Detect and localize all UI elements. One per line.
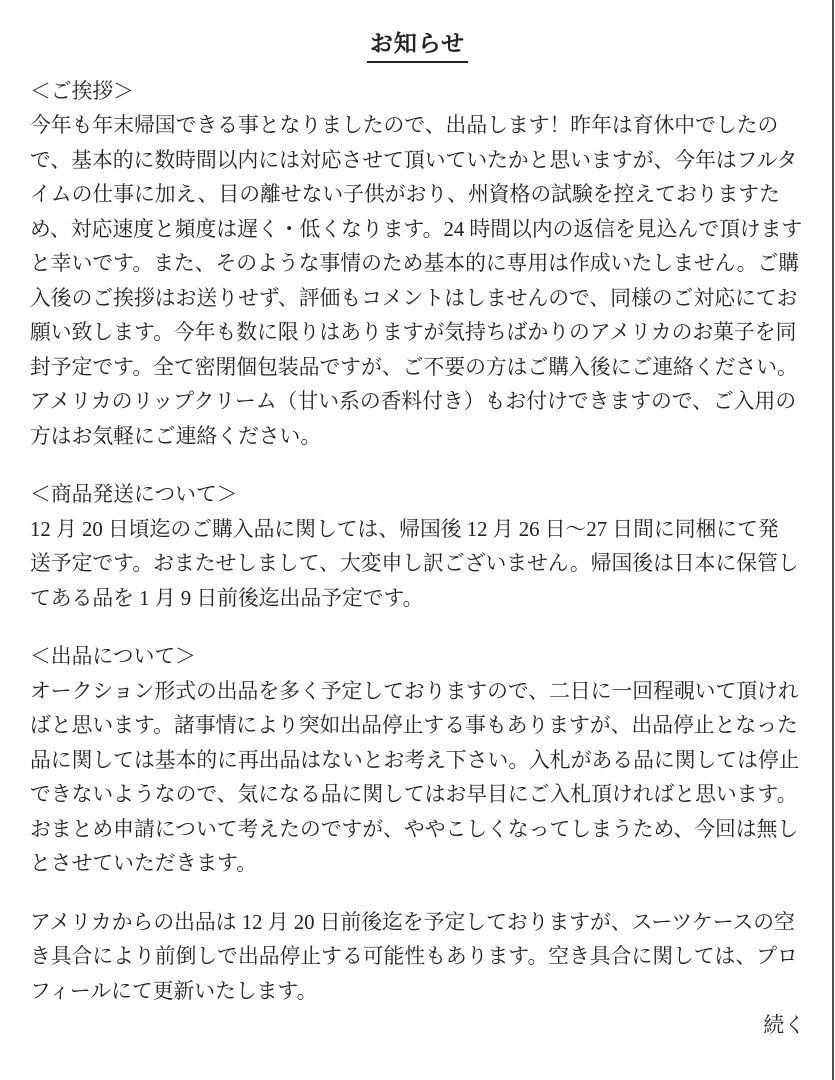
text-line: フィールにて更新いたします。 — [30, 979, 318, 1003]
text-line: 品に関しては基本的に再出品はないとお考え下さい。入札がある品に関しては停止 — [30, 748, 800, 772]
text-line: 方はお気軽にご連絡ください。 — [30, 424, 322, 448]
continued-label: 続く — [763, 1014, 805, 1038]
text-line: で、基本的に数時間以内には対応させて頂いていたかと思いますが、今年はフルタ — [30, 148, 798, 172]
section-shipping — [30, 478, 805, 616]
text-line: め、対応速度と頻度は遅く・低くなります。24 時間以内の返信を見込んで頂けます — [30, 217, 803, 241]
page-edge-line — [832, 0, 834, 1080]
text-line: 送予定です。おまたせしまして、大変申し訳ございません。帰国後は日本に保管し — [30, 552, 799, 576]
text-line: 封予定です。全て密閉個包装品ですが、ご不要の方はご購入後にご連絡ください。 — [30, 355, 798, 379]
text-line: き具合により前倒しで出品停止する可能性もあります。空き具合に関しては、プロ — [30, 945, 798, 969]
text-line: ばと思います。諸事情により突如出品停止する事もありますが、出品停止となった — [30, 714, 798, 738]
text-line: 入後のご挨拶はお送りせず、評価もコメントはしませんので、同様のご対応にてお — [30, 286, 798, 310]
page-title: お知らせ — [367, 30, 468, 63]
section-listing-heading: ＜出品について＞ — [30, 645, 196, 669]
page-title-wrap — [0, 30, 835, 63]
text-line: イムの仕事に加え、目の離せない子供がおり、州資格の試験を控えておりますた — [30, 183, 780, 207]
text-line: アメリカのリップクリーム（甘い系の香料付き）もお付けできますので、ご入用の — [30, 390, 797, 414]
section-shipping-heading: ＜商品発送について＞ — [30, 483, 238, 507]
text-line: オークション形式の出品を多く予定しておりますので、二日に一回程覗いて頂けれ — [30, 679, 799, 703]
section-america-schedule — [30, 906, 805, 1010]
text-line: できないようなので、気になる品に関してはお早目にご入札頂ければと思います。 — [30, 783, 798, 807]
text-line: と幸いです。また、そのような事情のため基本的に専用は作成いたしません。ご購 — [30, 252, 800, 276]
text-line: てある品を 1 月 9 日前後迄出品予定です。 — [30, 586, 424, 610]
section-listing — [30, 640, 805, 882]
text-line: とさせていただきます。 — [30, 852, 258, 876]
section-greeting — [30, 75, 805, 455]
text-line: 12 月 20 日頃迄のご購入品に関しては、帰国後 12 月 26 日～27 日間に同梱にて発 — [30, 517, 779, 541]
text-line: 今年も年末帰国できる事となりましたので、出品します！昨年は育休中でしたの — [30, 114, 779, 138]
text-line: おまとめ申請について考えたのですが、ややこしくなってしまうため、今回は無し — [30, 817, 799, 841]
text-line: 願い致します。今年も数に限りはありますが気持ちばかりのアメリカのお菓子を同 — [30, 321, 797, 345]
section-greeting-heading: ＜ご挨拶＞ — [30, 79, 134, 103]
text-line: アメリカからの出品は 12 月 20 日前後迄を予定しておりますが、スーツケースの空 — [30, 910, 795, 934]
document-body — [30, 75, 805, 1044]
